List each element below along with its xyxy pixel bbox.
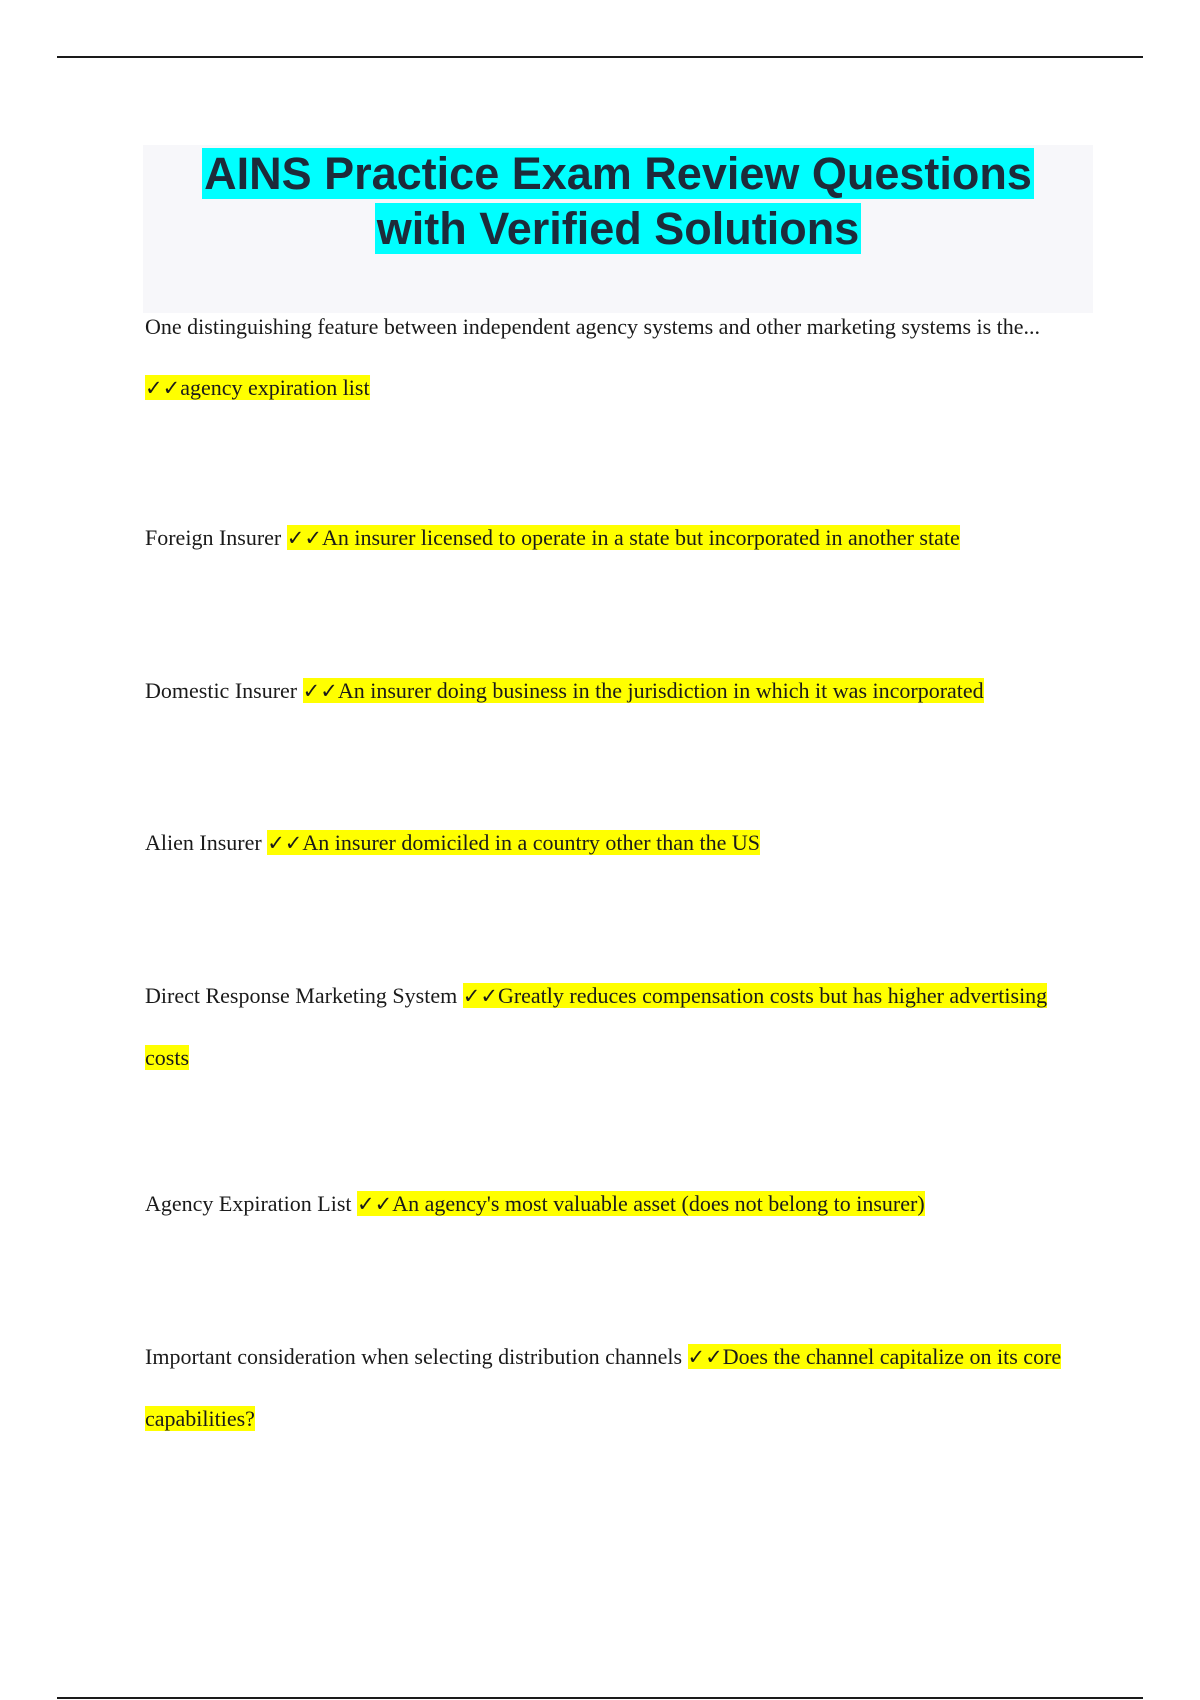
title-line-2: with Verified Solutions xyxy=(376,203,860,254)
qa-answer-text: An insurer domiciled in a country other than the US xyxy=(302,830,761,855)
double-check-icon: ✓✓ xyxy=(687,1345,723,1369)
qa-item xyxy=(145,965,1095,1088)
qa-term: Important consideration when selecting distribution channels xyxy=(145,1344,683,1369)
title-line-1: AINS Practice Exam Review Questions xyxy=(204,148,1032,199)
qa-term: Agency Expiration List xyxy=(145,1191,352,1216)
bottom-rule xyxy=(57,1697,1143,1699)
qa-answer-text: An agency's most valuable asset (does not belong to insurer) xyxy=(392,1191,925,1216)
double-check-icon: ✓✓ xyxy=(302,679,338,703)
qa-answer-text: Greatly reduces compensation costs but has higher advertising costs xyxy=(145,983,1048,1070)
qa-item xyxy=(145,812,1095,874)
qa-answer-text: Does the channel capitalize on its core capabilities? xyxy=(145,1344,1062,1431)
double-check-icon: ✓✓ xyxy=(145,376,181,400)
double-check-icon: ✓✓ xyxy=(267,831,303,855)
qa-item xyxy=(145,1326,1095,1449)
qa-answer-text: An insurer licensed to operate in a state but incorporated in another state xyxy=(321,525,960,550)
document-title xyxy=(143,146,1093,256)
double-check-icon: ✓✓ xyxy=(286,526,322,550)
qa-answer xyxy=(145,375,370,400)
top-rule xyxy=(57,56,1143,58)
qa-answer xyxy=(357,1191,925,1216)
qa-item xyxy=(145,1173,1095,1235)
qa-term: Domestic Insurer xyxy=(145,678,298,703)
qa-term: Direct Response Marketing System xyxy=(145,983,458,1008)
qa-term: Foreign Insurer xyxy=(145,525,282,550)
qa-answer-text: An insurer doing business in the jurisdiction in which it was incorporated xyxy=(337,678,984,703)
qa-answer xyxy=(287,525,960,550)
qa-answer-text: agency expiration list xyxy=(180,375,370,400)
double-check-icon: ✓✓ xyxy=(357,1192,393,1216)
qa-answer xyxy=(303,678,984,703)
qa-term: One distinguishing feature between independent agency systems and other marketing systems is the... xyxy=(145,314,1041,339)
double-check-icon: ✓✓ xyxy=(462,984,498,1008)
qa-answer xyxy=(267,830,760,855)
qa-term: Alien Insurer xyxy=(145,830,262,855)
qa-item xyxy=(145,660,1095,722)
qa-item xyxy=(145,296,1095,419)
qa-item xyxy=(145,507,1095,569)
